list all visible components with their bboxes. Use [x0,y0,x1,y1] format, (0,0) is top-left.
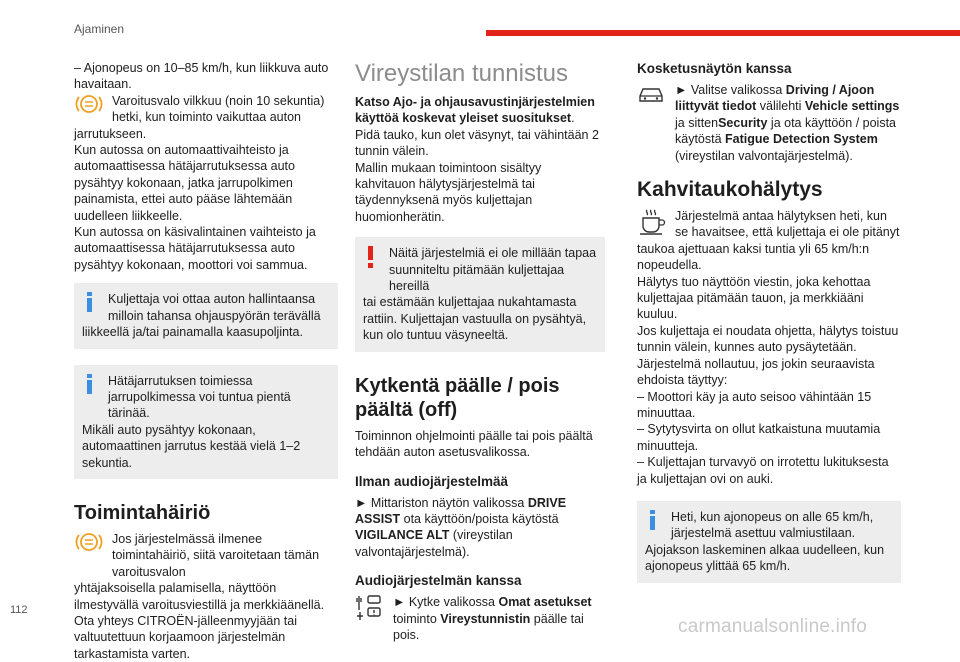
section-title: Ajaminen [74,22,125,36]
warning-note [355,237,605,351]
paragraph: Hälytys tuo näyttöön viestin, joka kehottaa kuljettajaa pitämään tauon, ja merkkiääni kuuluu. [637,274,871,322]
brake-warning-block [74,93,338,142]
list-item: – Sytytysvirta on ollut katkaistuna muutamia minuutteja. [637,422,881,453]
paragraph: Hätäjarrutuksen toimiessa jarrupolkimessa voi tuntua pientä tärinää. [108,373,291,421]
paragraph: Pidä tauko, kun olet väsynyt, tai vähintään 2 tunnin välein. [355,127,599,159]
info-note [637,501,901,583]
info-note [74,365,338,479]
column-1 [74,60,338,662]
paragraph: Mallin mukaan toimintoon sisältyy kahvitauon hälytysjärjestelmä tai täydennyksenä myös kuljettajan huomionherätin. [355,160,542,224]
paragraph: Mikäli auto pysähtyy kokonaan, automaattinen jarrutus kestää vielä 1–2 sekuntia. [82,422,301,470]
paragraph: Ajojakson laskeminen alkaa uudelleen, kun ajonopeus ylittää 65 km/h. [645,542,885,574]
paragraph: Kun autossa on automaattivaihteisto ja automaattisessa hätäjarrutuksessa auto pysähtyy kokonaan, jatka jarrupolkimen painamista, ettei auto pääse lähtemään uudelleen liikkeelle. [74,143,295,223]
info-icon [86,292,94,316]
heading-coffee: Kahvitaukohälytys [637,178,823,202]
coffee-block [637,208,901,274]
paragraph: Järjestelmä antaa hälytyksen heti, kun se havaitsee, että kuljettaja ei ole pitänyt [675,209,900,240]
header-accent-bar [486,30,960,36]
info-note [74,283,338,348]
audio-block [355,594,605,643]
paragraph: taukoa ajettuaan kaksi tuntia yli 65 km/h:n nopeudella. [637,241,870,273]
paragraph: liikkeellä ja/tai painamalla kaasupoljinta. [82,325,303,340]
paragraph: ► Valitse valikossa Driving / Ajoon liittyvät tiedot välilehti Vehicle settings ja sittenSecurity ja ota käyttöön / poista käytöstä Fatigue Detection System (vireystilan valvontajärjestelmä). [675,83,900,163]
paragraph: Jos järjestelmässä ilmenee toimintahäiriö, siitä varoitetaan tämän varoitusvalon [112,531,320,579]
paragraph: Järjestelmä nollautuu, jos jokin seuraavista ehdoista täyttyy: [637,356,875,388]
car-icon [637,86,665,108]
paragraph: ► Kytke valikossa Omat asetukset toiminto Vireystunnistin päälle tai pois. [393,595,592,642]
heading-fault: Toimintahäiriö [74,501,211,524]
paragraph: Näitä järjestelmiä ei ole millään tapaa suunniteltu pitämään kuljettajaa hereillä [389,246,597,294]
fault-block [74,531,338,613]
paragraph: Heti, kun ajonopeus on alle 65 km/h, järjestelmä asettuu valmiustilaan. [671,509,874,541]
brake-warning-icon [74,531,104,557]
exclamation-icon [367,246,375,272]
page-number: 112 [10,604,28,616]
settings-icon [355,594,385,624]
paragraph: Kuljettaja voi ottaa auton hallintaansa milloin tahansa ohjauspyörän terävällä [108,292,321,323]
paragraph: jarrutukseen. [74,126,147,141]
heading-touchscreen: Kosketusnäytön kanssa [637,61,792,76]
paragraph: ► Mittariston näytön valikossa DRIVE ASSIST ota käyttöön/poista käytöstä VIGILANCE ALT (vireystilan valvontajärjestelmä). [355,495,567,559]
watermark: carmanualsonline.info [678,616,868,637]
paragraph: tai estämään kuljettajaa nukahtamasta rattiin. Kuljettajan vastuulla on pysähtyä, kun olo tuntuu väsyneeltä. [363,295,587,343]
list-item: – Moottori käy ja auto seisoo vähintään 15 minuuttaa. [637,389,872,420]
paragraph: Toiminnon ohjelmointi päälle tai pois päältä tehdään auton asetusvalikossa. [355,428,593,460]
heading-onoff: Kytkentä päälle / pois päältä (off) [355,374,560,421]
paragraph: Ota yhteys CITROËN-jälleenmyyjään tai valtuutettuun korjaamoon järjestelmän tarkastamista varten. [74,613,297,661]
paragraph: Kun autossa on käsivalintainen vaihteisto ja automaattisessa hätäjarrutuksessa auto pysähtyy kokonaan, moottori voi sammua. [74,225,316,272]
brake-warning-icon [74,93,104,119]
heading-no-audio: Ilman audiojärjestelmää [355,473,509,489]
list-item: – Kuljettajan turvavyö on irrotettu lukituksesta ja kuljettajan ovi on auki. [637,455,889,486]
coffee-cup-icon [637,208,667,240]
info-icon [649,510,657,534]
info-icon [86,374,94,398]
page-title: Vireystilan tunnistus [355,60,568,87]
heading-audio: Audiojärjestelmän kanssa [355,573,522,589]
paragraph: Varoitusvalo vilkkuu (noin 10 sekuntia) hetki, kun toiminto vaikuttaa auton [112,93,325,125]
paragraph: Katso Ajo- ja ohjausavustinjärjestelmien käyttöä koskevat yleiset suositukset. [355,95,595,126]
touch-block [637,82,901,164]
paragraph: – Ajonopeus on 10–85 km/h, kun liikkuva auto havaitaan. [74,61,329,92]
paragraph: Jos kuljettaja ei noudata ohjetta, hälytys toistuu tunnin välein, kunnes auto pysäytetään. [637,323,899,355]
paragraph: yhtäjaksoisella palamisella, näyttöön ilmestyvällä varoitusviestillä ja merkkiäänellä. [74,581,325,612]
column-3 [637,60,901,583]
column-2 [355,60,605,643]
